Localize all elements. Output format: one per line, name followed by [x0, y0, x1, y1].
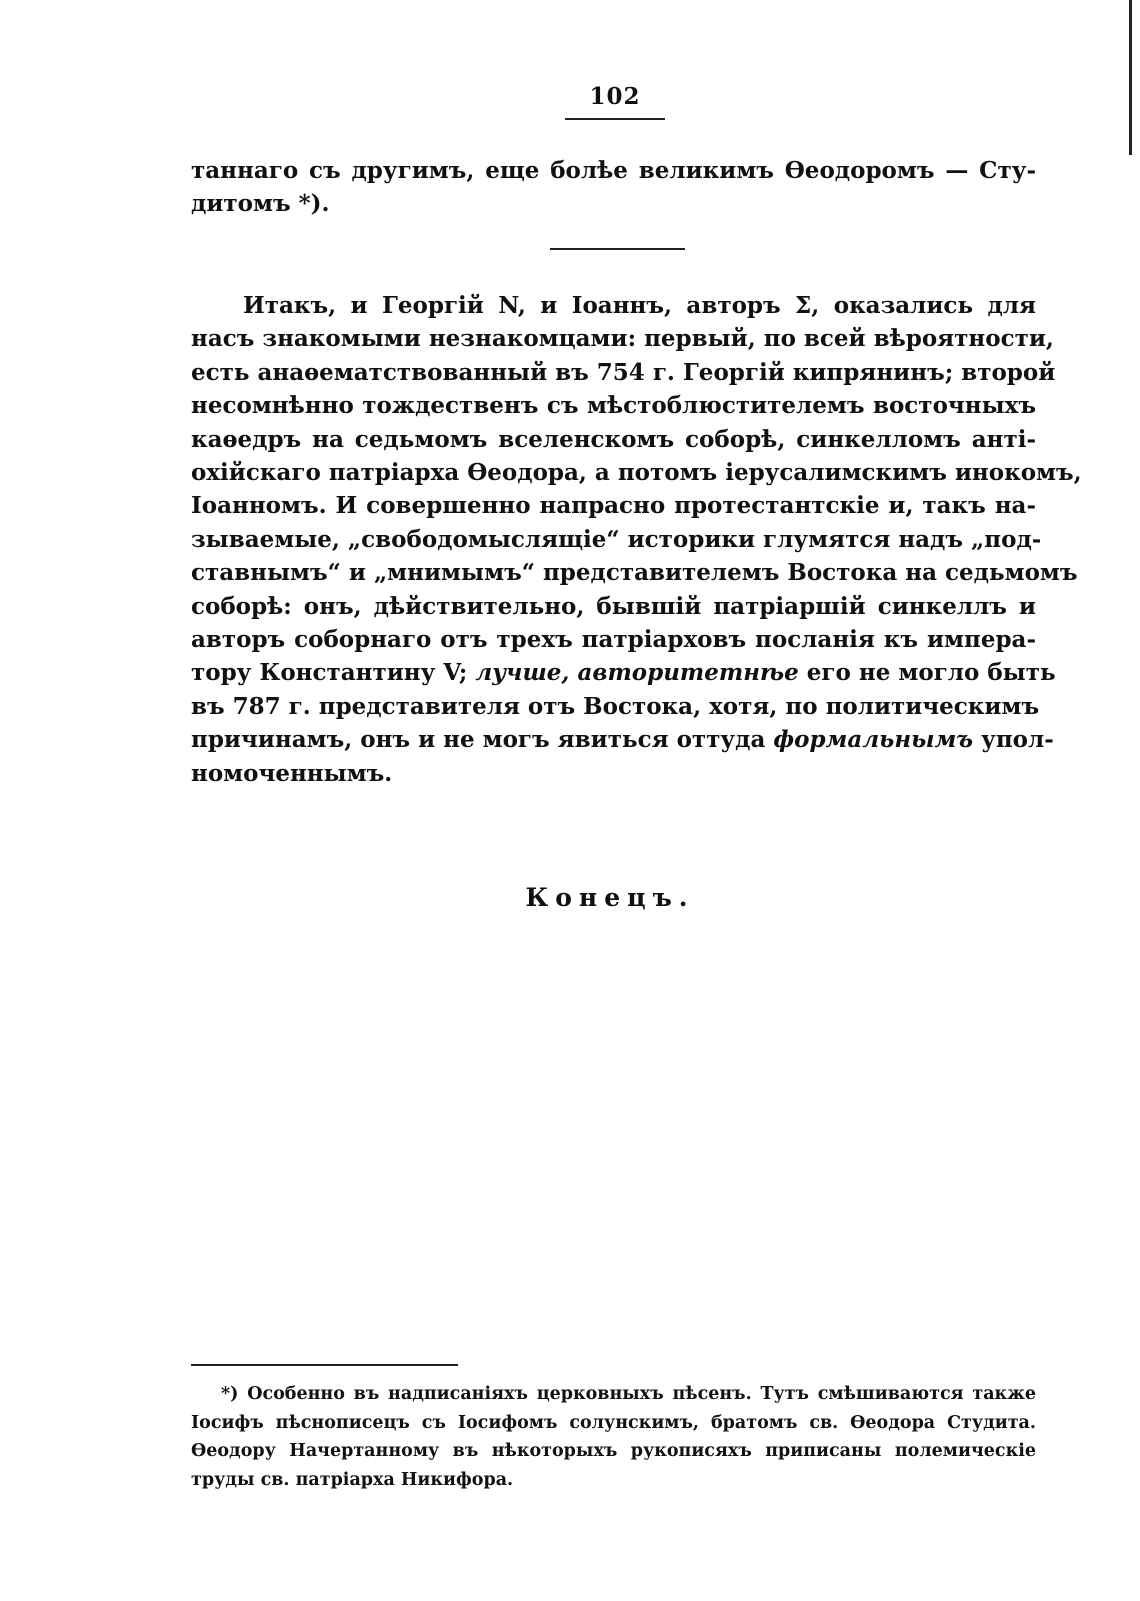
text-line: таннаго съ другимъ, еще болѣе великимъ Ѳеодоромъ — Сту-: [191, 157, 1036, 184]
page-number-rule: [565, 118, 665, 120]
text-line: насъ знакомыми незнакомцами: первый, по всей вѣроятности,: [191, 325, 1054, 353]
text-line: въ 787 г. представителя отъ Востока, хотя, по политическимъ: [191, 692, 1040, 720]
ending-heading: Конецъ.: [525, 883, 695, 912]
text-line: каѳедръ на седьмомъ вселенскомъ соборѣ, синкелломъ анті-: [191, 425, 1036, 453]
text-segment: тору Константину V;: [191, 659, 468, 687]
footnote-rule: [191, 1364, 458, 1366]
footnote-line: Ѳеодору Начертанному въ нѣкоторыхъ рукописяхъ приписаны полемическіе: [191, 1441, 1036, 1461]
text-line: соборѣ: онъ, дѣйствительно, бывшій патріаршій синкеллъ и: [191, 592, 1036, 620]
text-line: есть анаѳематствованный въ 754 г. Георгій кипрянинъ; второй: [191, 358, 1056, 386]
text-segment: его не могло быть: [806, 659, 1056, 687]
text-line: Итакъ, и Георгій N, и Іоаннъ, авторъ Σ, оказались для: [243, 292, 1036, 319]
text-line: номоченнымъ.: [191, 759, 393, 787]
footnote-line: труды св. патріарха Никифора.: [191, 1469, 514, 1490]
text-segment: причинамъ, онъ и не могъ явиться оттуда: [191, 726, 766, 754]
text-line: ставнымъ“ и „мнимымъ“ представителемъ Востока на седьмомъ: [191, 559, 1078, 587]
footnote-line: *) Особенно въ надписаніяхъ церковныхъ пѣсенъ. Тутъ смѣшиваются также: [221, 1384, 1036, 1404]
page-edge-shadow: [1129, 0, 1132, 155]
text-line: Іоанномъ. И совершенно напрасно протестантскіе и, такъ на-: [191, 492, 1036, 520]
text-segment: упол-: [981, 726, 1054, 754]
main-paragraph: [191, 289, 1082, 790]
continuation-paragraph: [191, 154, 1036, 221]
text-line: дитомъ *).: [191, 190, 330, 218]
text-line-mixed: [191, 723, 1054, 756]
text-line: зываемые, „свободомыслящіе“ историки глумятся надъ „под-: [191, 525, 1042, 553]
italic-emphasis: лучше, авторитетнѣе: [475, 659, 799, 687]
text-line: авторъ соборнаго отъ трехъ патріарховъ посланія къ импера-: [191, 626, 1036, 654]
page-number: 102: [589, 83, 641, 110]
footnote-line: Іосифъ пѣснописецъ съ Іосифомъ солунскимъ, братомъ св. Ѳеодора Студита.: [191, 1412, 1036, 1433]
italic-emphasis: формальнымъ: [773, 726, 974, 754]
text-line: несомнѣнно тождественъ съ мѣстоблюстителемъ восточныхъ: [191, 392, 1036, 420]
text-line-mixed: [191, 656, 1056, 689]
footnote: [191, 1380, 1036, 1494]
text-line: охійскаго патріарха Ѳеодора, а потомъ іерусалимскимъ инокомъ,: [191, 459, 1082, 487]
section-divider: [550, 248, 685, 250]
